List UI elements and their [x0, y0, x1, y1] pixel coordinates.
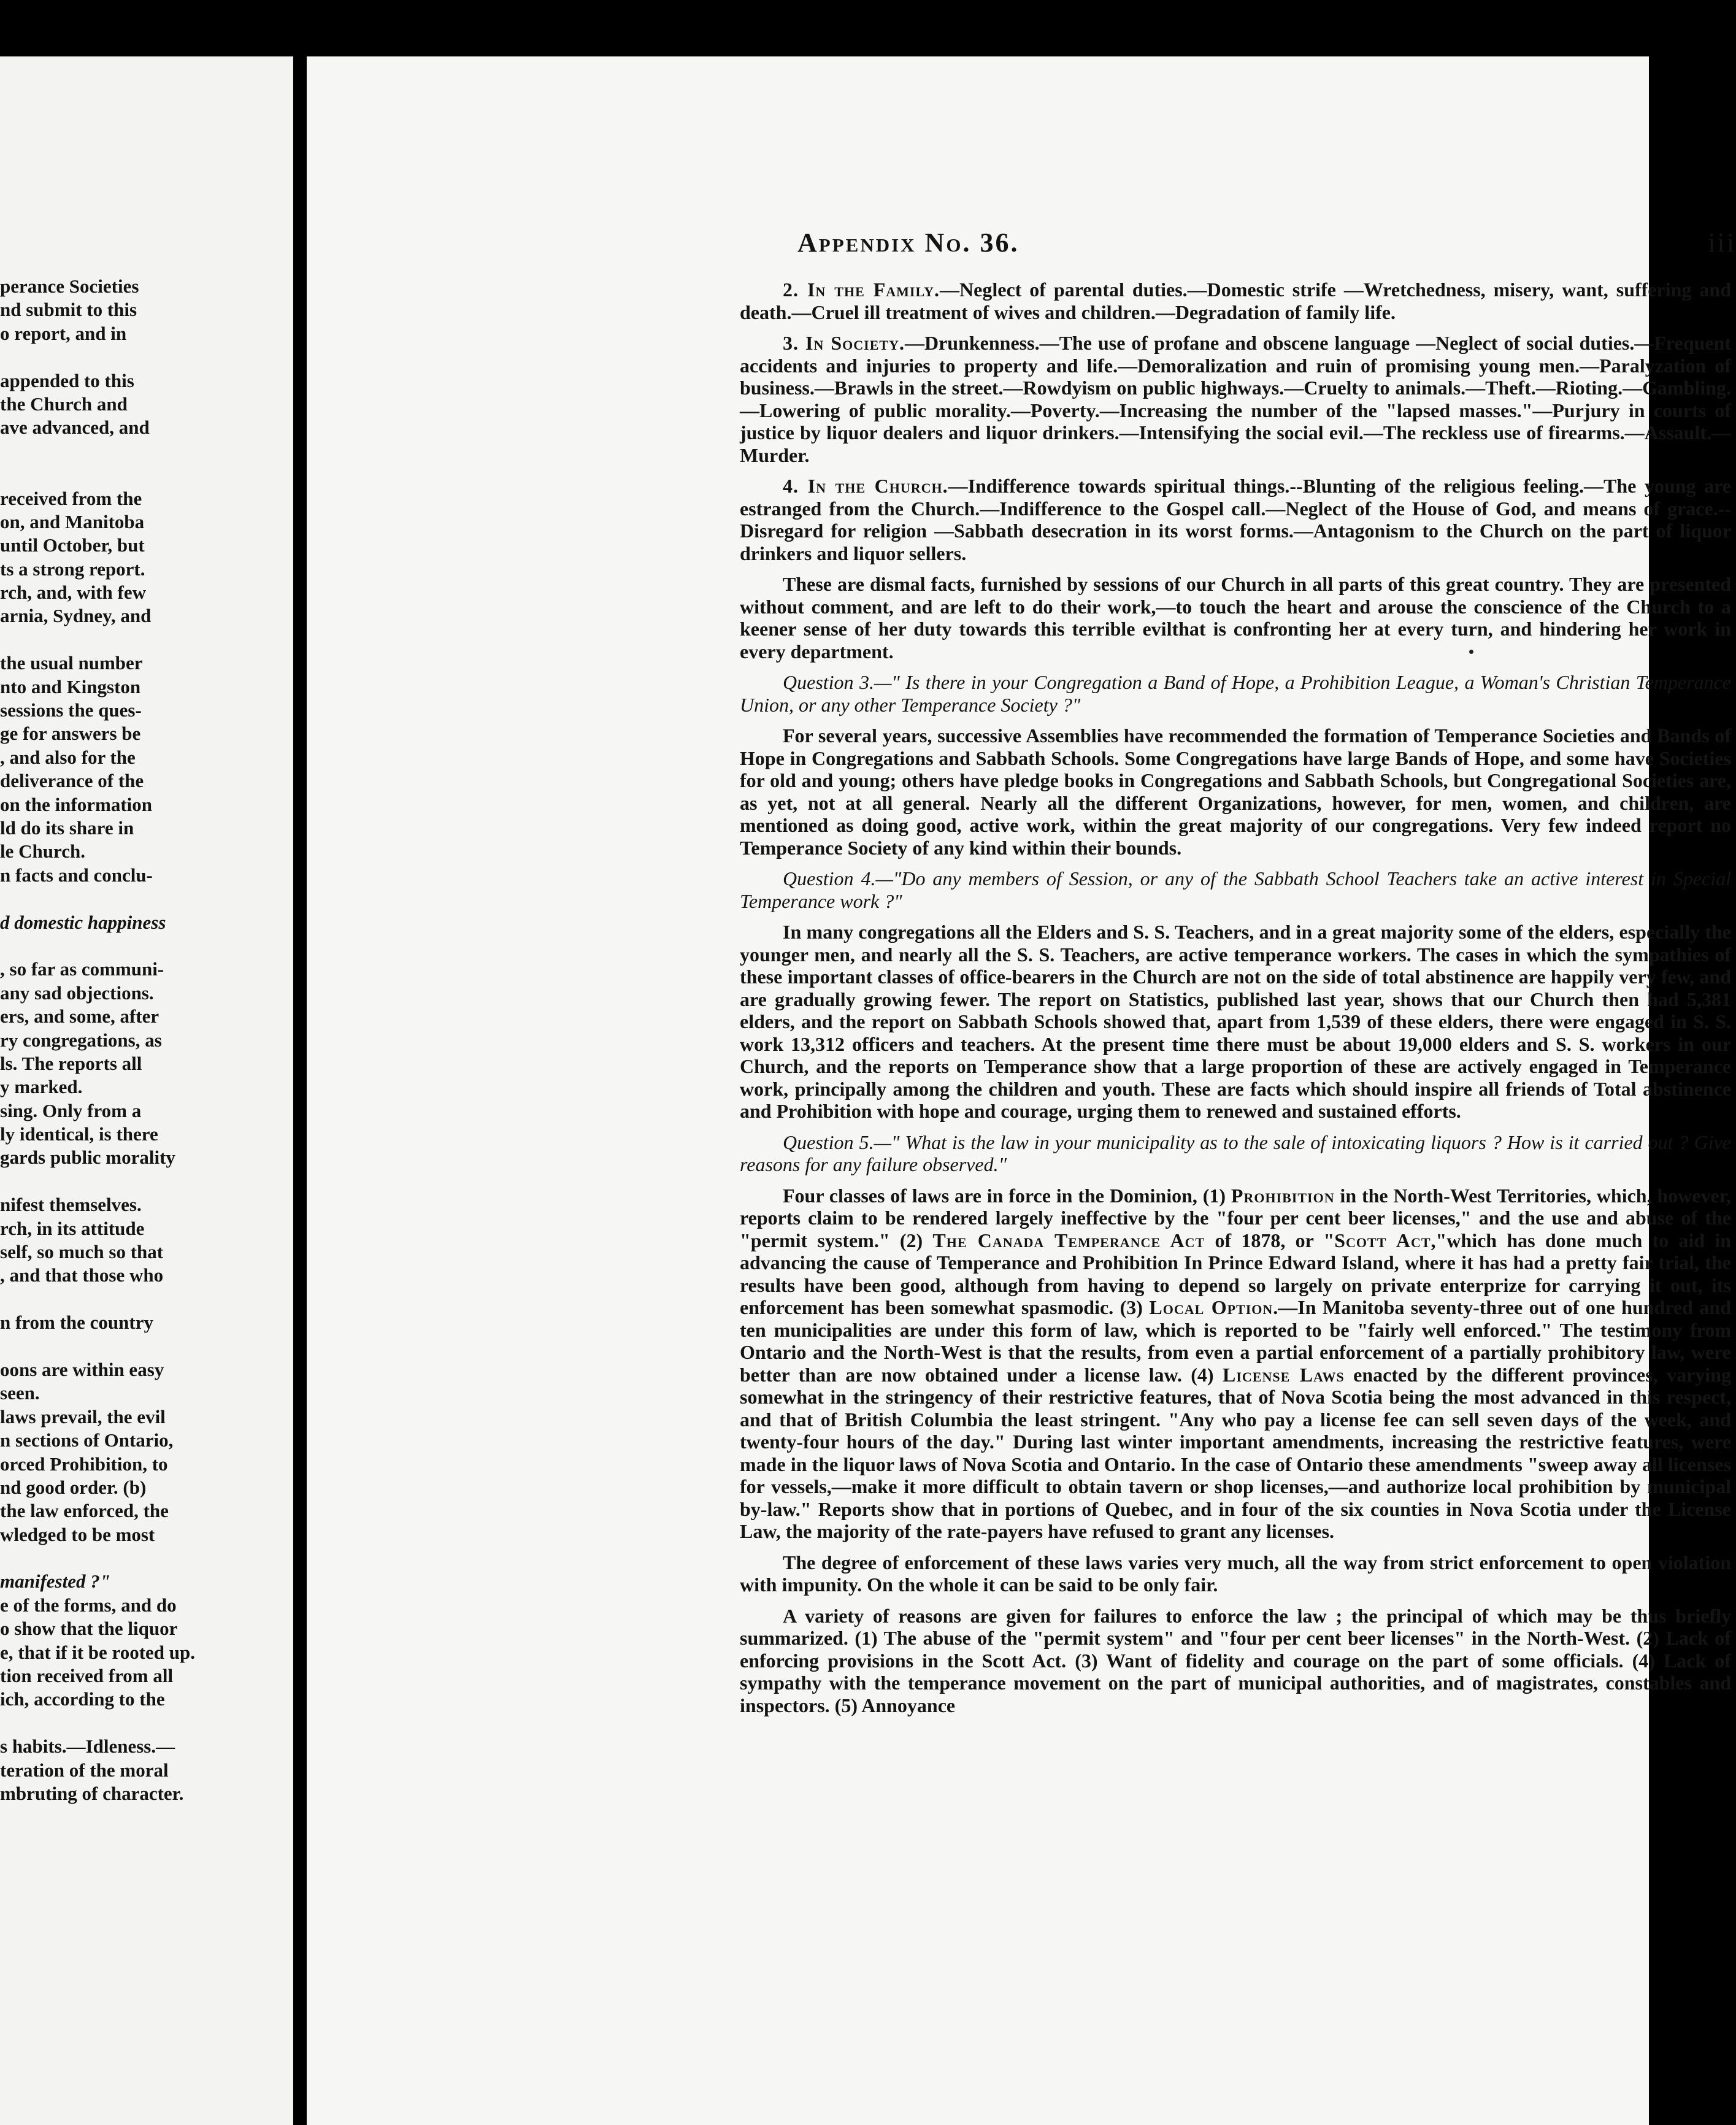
left-page-line: s habits.—Idleness.—: [0, 1735, 175, 1758]
book-gutter: [293, 0, 307, 2125]
ink-speck: [1469, 650, 1473, 654]
page-number: iii: [1708, 228, 1736, 258]
left-page-line: [0, 934, 221, 958]
running-title: Appendix No. 36.: [797, 228, 1020, 258]
left-page-line: the law enforced, the: [0, 1500, 169, 1522]
term-scott-act: Scott Act: [1334, 1229, 1431, 1251]
question-label: Question 4.—: [783, 867, 893, 890]
left-page-line: ly identical, is there: [0, 1123, 158, 1145]
left-page-line: [0, 1170, 221, 1193]
left-page-line: [0, 345, 221, 369]
term-prohibition: Prohibition: [1231, 1184, 1335, 1207]
left-page-column: [0, 275, 221, 1805]
paragraph-family: [740, 279, 1731, 323]
paragraph-text: —Indifference towards spiritual things.--Blunting of the religious feeling.—The young are estranged from the Church.—Indifference to the Gospel call.—Neglect of the House of God, and means of grace.--Disregard for religion —Sabbath desecration in its worst forms.—Antagonism to the Church on the part of liquor drinkers and liquor sellers.: [740, 475, 1731, 564]
left-page-line: [0, 1712, 221, 1735]
left-page-line: ich, according to the: [0, 1688, 165, 1710]
paragraph-elders: In many congregations all the Elders and S. S. Teachers, and in a great majority some of the elders, especially the younger men, and nearly all the S. S. Teachers, are active temperance workers. The cases in which the sympathies of these important classes of office-bearers in the Church are not on the side of total abstinence are happily very few, and are gradually growing fewer. The report on Statistics, published last year, shows that our Church then had 5,381 elders, and the report on Sabbath Schools showed that, apart from 1,539 of these elders, there were engaged in S. S. work 13,312 officers and teachers. At the present time there must be about 19,000 elders and S. S. workers in our Church, and the reports on Temperance show that a large proportion of these are actively engaged in Temperance work, principally among the children and youth. These are facts which should inspire all friends of Total abstinence and Prohibition with hope and courage, urging them to renewed and sustained efforts.: [740, 921, 1731, 1122]
left-page-line: sessions the ques-: [0, 699, 142, 721]
left-page-line: the usual number: [0, 652, 143, 674]
section-label: 3. In Society.: [783, 332, 905, 354]
left-page-line: [0, 440, 221, 463]
left-page-line: [0, 1288, 221, 1311]
left-page-line: appended to this: [0, 369, 134, 391]
left-page-line: nd good order. (b): [0, 1476, 147, 1498]
left-page-line: d domestic happiness: [0, 911, 166, 933]
text-run: ,"which has done much to aid in advancing the cause of Temperance and Prohibition In Prince Edward Island, where it has had a pretty fair trial, the results have been good, although from having to depend so largely on private enterprize for carrying it out, its enforcement has been somewhat spasmodic. (3): [740, 1229, 1732, 1318]
question-5: [740, 1131, 1731, 1176]
left-page-line: y marked.: [0, 1076, 83, 1098]
left-page-line: gards public morality: [0, 1147, 175, 1169]
left-page-line: ts a strong report.: [0, 558, 145, 580]
term-canada-temperance-act: The Canada Temperance Act: [932, 1229, 1205, 1251]
left-page-line: [0, 463, 221, 486]
term-local-option: Local Option: [1149, 1296, 1273, 1318]
left-page-line: oons are within easy: [0, 1358, 164, 1380]
question-3: [740, 671, 1731, 716]
paragraph-society: [740, 332, 1731, 466]
question-4: [740, 867, 1731, 912]
left-page-line: , and also for the: [0, 746, 136, 768]
left-page-line: , and that those who: [0, 1264, 164, 1286]
left-page-line: nto and Kingston: [0, 675, 141, 697]
left-page-line: perance Societies: [0, 275, 139, 297]
paragraph-church: [740, 475, 1731, 564]
left-page-line: ls. The reports all: [0, 1052, 142, 1074]
paragraph-reasons: A variety of reasons are given for failures to enforce the law ; the principal of which may be thus briefly summarized. (1) The abuse of the "permit system" and "four per cent beer licenses" in the North-West. (2) Lack of enforcing provisions in the Scott Act. (3) Want of fidelity and courage on the part of some officials. (4) Lack of sympathy with the temperance movement on the part of municipal authorities, and of magistrates, constables and inspectors. (5) Annoyance: [740, 1604, 1731, 1716]
paragraph-dismal-facts: These are dismal facts, furnished by sessions of our Church in all parts of this great country. They are presented without comment, and are left to do their work,—to touch the heart and arouse the conscience of the Church to a keener sense of her duty towards this terrible evilthat is confronting her at every turn, and hindering her work in every department.: [740, 573, 1731, 663]
left-page-line: orced Prohibition, to: [0, 1453, 168, 1475]
left-page-line: [0, 628, 221, 651]
body-text: [740, 279, 1731, 1725]
left-page-line: [0, 1547, 221, 1570]
left-page-line: ld do its share in: [0, 817, 134, 839]
text-run: Four classes of laws are in force in the Dominion, (1): [783, 1184, 1231, 1207]
left-page-line: ge for answers be: [0, 723, 141, 745]
left-page-line: ave advanced, and: [0, 417, 150, 439]
question-label: Question 5.—: [783, 1131, 892, 1153]
paragraph-text: —Neglect of parental duties.—Domestic strife —Wretchedness, misery, want, suffering and death.—Cruel ill treatment of wives and children.—Degradation of family life.: [740, 279, 1731, 323]
question-text: " Is there in your Congregation a Band of Hope, a Prohibition League, a Woman's Christian Temperance Union, or any other Temperance Society ?": [740, 671, 1732, 716]
question-text: " What is the law in your municipality as to the sale of intoxicating liquors ? How is it carried out ? Give reasons for any failure observed.": [740, 1131, 1732, 1175]
right-page: [307, 56, 1736, 2125]
section-label: 4. In the Church.: [783, 475, 948, 497]
left-page-line: until October, but: [0, 534, 145, 556]
left-page-line: manifested ?": [0, 1570, 110, 1593]
left-page-line: o show that the liquor: [0, 1618, 178, 1640]
left-page-line: any sad objections.: [0, 982, 154, 1004]
left-page-line: received from the: [0, 487, 142, 509]
left-page-line: mbruting of character.: [0, 1783, 184, 1804]
left-page-line: o report, and in: [0, 322, 127, 344]
paragraph-societies: For several years, successive Assemblies have recommended the formation of Temperance Societies and Bands of Hope in Congregations and Sabbath Schools. Some Congregations have large Bands of Hope, and some have Societies for old and young; others have pledge books in Congregations and Sabbath Schools, but Congregational Societies are, as yet, not at all general. Nearly all the different Organizations, however, for men, women, and children, are mentioned as doing good, active work, within the great majority of our congregations. Very few indeed report no Temperance Society of any kind within their bounds.: [740, 724, 1731, 859]
left-page-line: deliverance of the: [0, 770, 144, 792]
left-page-line: teration of the moral: [0, 1759, 169, 1781]
left-page-line: ry congregations, as: [0, 1029, 162, 1051]
text-run: enacted by the different provinces, varying somewhat in the stringency of their restrictive features, that of Nova Scotia being the most advanced in this respect, and that of British Columbia the least stringent. "Any who pay a license fee can sell seven days of the week, and twenty-four hours of the day." During last winter important amendments, increasing the restrictive features, were made in the liquor laws of Nova Scotia and Ontario. In the case of Ontario these amendments "sweep away all licenses for vessels,—make it more difficult to obtain tavern or shop licenses,—and authorize local prohibition by municipal by-law." Reports show that in portions of Quebec, and in four of the six counties in Nova Scotia under the License Law, the majority of the rate-payers have refused to grant any licenses.: [740, 1363, 1732, 1542]
left-page-line: n from the country: [0, 1312, 153, 1334]
left-page-line: nd submit to this: [0, 299, 137, 321]
left-page-line: self, so much so that: [0, 1241, 164, 1263]
left-page-line: rch, in its attitude: [0, 1217, 145, 1239]
left-page-line: sing. Only from a: [0, 1099, 142, 1121]
question-text: "Do any members of Session, or any of the Sabbath School Teachers take an active interest in Special Temperance work ?": [740, 867, 1732, 912]
left-page-line: arnia, Sydney, and: [0, 605, 152, 627]
left-page-line: seen.: [0, 1382, 40, 1404]
left-page-line: e, that if it be rooted up.: [0, 1641, 196, 1663]
left-page-line: [0, 1335, 221, 1358]
paragraph-enforcement: The degree of enforcement of these laws varies very much, all the way from strict enforcement to open violation with impunity. On the whole it can be said to be only fair.: [740, 1551, 1731, 1596]
left-page-fragment: [0, 56, 293, 2125]
left-page-line: n sections of Ontario,: [0, 1429, 174, 1451]
left-page-line: ers, and some, after: [0, 1005, 159, 1028]
term-license-laws: License Laws: [1223, 1363, 1345, 1386]
left-page-line: tion received from all: [0, 1665, 174, 1687]
left-page-line: , so far as communi-: [0, 958, 164, 980]
paragraph-text: —Drunkenness.—The use of profane and obscene language —Neglect of social duties.—Frequent accidents and injuries to property and life.—Demoralization and ruin of promising young men.—Paralyzation of business.—Brawls in the street.—Rowdyism on public highways.—Cruelty to animals.—Theft.—Rioting.—Gambling.—Lowering of public morality.—Poverty.—Increasing the number of the "lapsed masses."—Purjury in courts of justice by liquor dealers and liquor drinkers.—Intensifying the social evil.—The reckless use of firearms.—Assault.—Murder.: [740, 332, 1731, 466]
left-page-line: the Church and: [0, 393, 128, 415]
text-run: in the North-West Territories, which, however, reports claim to be rendered largely ineffective by the "four per cent beer licenses," and the use and abuse of the "permit system." (2): [740, 1184, 1732, 1251]
left-page-line: [0, 887, 221, 910]
left-page-line: laws prevail, the evil: [0, 1405, 166, 1428]
left-page-line: le Church.: [0, 840, 85, 863]
question-label: Question 3.—: [783, 671, 892, 693]
left-page-line: wledged to be most: [0, 1523, 155, 1545]
left-page-line: n facts and conclu-: [0, 864, 153, 886]
left-page-line: rch, and, with few: [0, 582, 146, 604]
text-run: .—In Manitoba seventy-three out of one hundred and ten municipalities are under this form of law, which is reported to be "fairly well enforced." The testimony from Ontario and the North-West is that the results, from even a partial enforcement of a partially prohibitory law, were better than are now obtained under a license law. (4): [740, 1296, 1731, 1386]
text-run: of 1878, or ": [1205, 1229, 1335, 1251]
left-page-line: on the information: [0, 793, 152, 815]
paragraph-laws: [740, 1185, 1731, 1543]
left-page-line: e of the forms, and do: [0, 1594, 177, 1616]
left-page-line: on, and Manitoba: [0, 510, 145, 532]
left-page-line: nifest themselves.: [0, 1194, 142, 1216]
section-label: 2. In the Family.: [783, 279, 940, 301]
